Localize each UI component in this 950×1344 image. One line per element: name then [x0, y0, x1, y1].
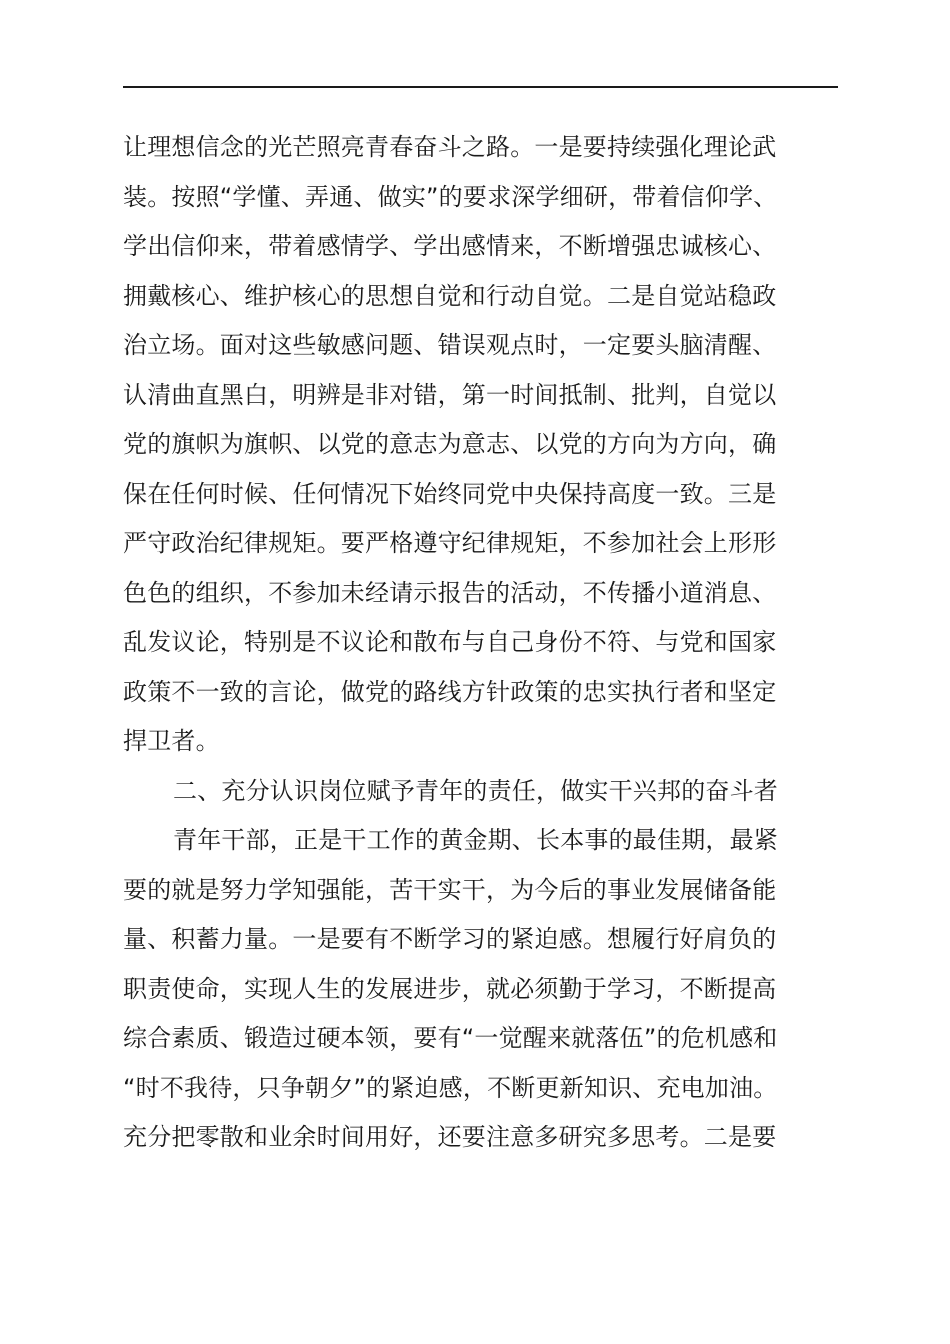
text-line: 让理想信念的光芒照亮青春奋斗之路。一是要持续强化理论武	[123, 133, 777, 161]
text-line: 职责使命，实现人生的发展进步，就必须勤于学习，不断提高	[123, 974, 777, 1003]
text-line: 严守政治纪律规矩。要严格遵守纪律规矩，不参加社会上形形	[123, 529, 777, 557]
text-line: 拥戴核心、维护核心的思想自觉和行动自觉。二是自觉站稳政	[123, 281, 777, 310]
text-line: 要的就是努力学知强能，苦干实干，为今后的事业发展储备能	[123, 875, 777, 904]
body-text	[123, 123, 843, 1163]
text-line: 认清曲直黑白，明辨是非对错，第一时间抵制、批判，自觉以	[123, 380, 777, 409]
header-rule	[123, 86, 838, 88]
text-line: 学出信仰来，带着感情学、学出感情来，不断增强忠诚核心、	[123, 232, 777, 260]
text-line: 政策不一致的言论，做党的路线方针政策的忠实执行者和坚定	[123, 677, 777, 706]
text-line: 治立场。面对这些敏感问题、错误观点时，一定要头脑清醒、	[123, 331, 777, 359]
section-heading: 二、充分认识岗位赋予青年的责任，做实干兴邦的奋斗者	[173, 776, 778, 805]
text-line: 装。按照“学懂、弄通、做实”的要求深学细研，带着信仰学、	[123, 182, 778, 211]
text-line: 充分把零散和业余时间用好，还要注意多研究多思考。二是要	[123, 1123, 777, 1151]
text-line: “时不我待，只争朝夕”的紧迫感，不断更新知识、充电加油。	[123, 1073, 778, 1102]
text-line: 捍卫者。	[123, 727, 220, 755]
text-line: 乱发议论，特别是不议论和散布与自己身份不符、与党和国家	[123, 628, 777, 656]
paragraph-first-line: 青年干部，正是干工作的黄金期、长本事的最佳期，最紧	[173, 826, 778, 854]
text-line: 色色的组织，不参加未经请示报告的活动，不传播小道消息、	[123, 578, 777, 607]
text-line: 综合素质、锻造过硬本领，要有“一觉醒来就落伍”的危机感和	[123, 1024, 778, 1052]
text-line: 量、积蓄力量。一是要有不断学习的紧迫感。想履行好肩负的	[123, 925, 777, 953]
text-line: 保在任何时候、任何情况下始终同党中央保持高度一致。三是	[123, 479, 777, 508]
text-line: 党的旗帜为旗帜、以党的意志为意志、以党的方向为方向，确	[123, 430, 777, 458]
